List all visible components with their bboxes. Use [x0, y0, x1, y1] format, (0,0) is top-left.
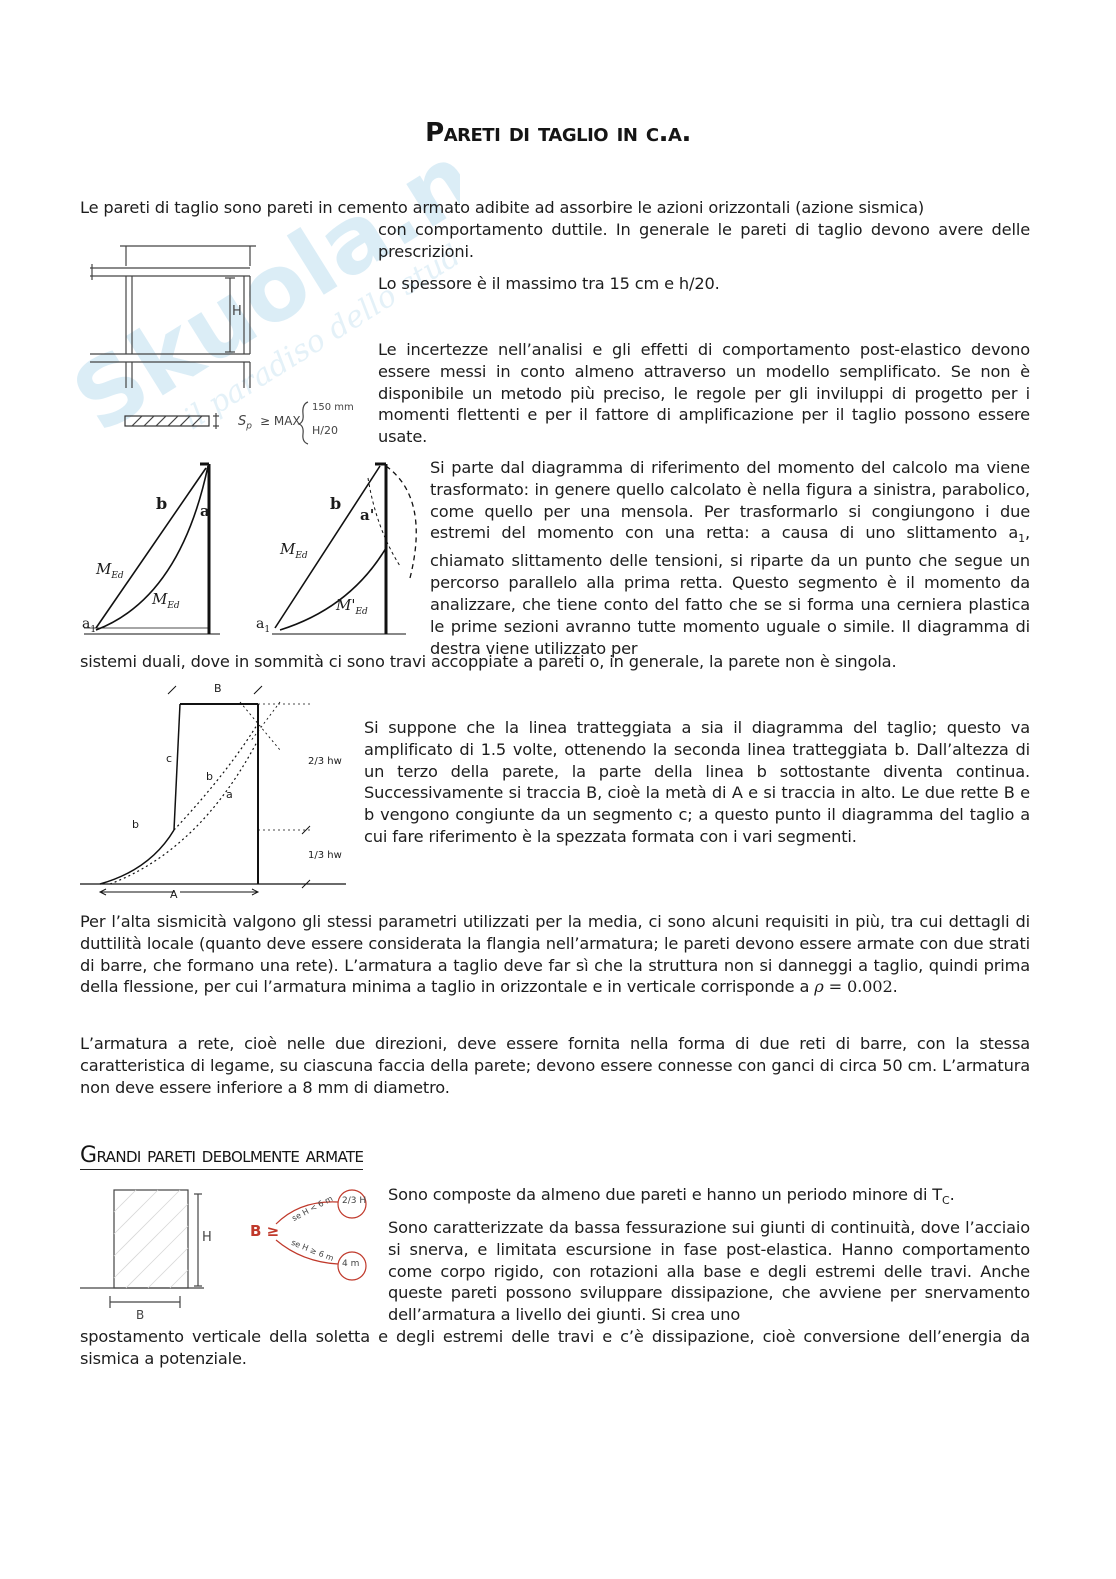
left-mrd-text: M	[152, 590, 168, 608]
page-title: Pareti di taglio in c.a.	[425, 118, 691, 148]
label-sp	[238, 414, 252, 432]
label-sp-sub: p	[246, 421, 252, 432]
label-left-b: b	[156, 494, 168, 513]
label-a: a	[226, 788, 233, 801]
label-right-med	[280, 540, 308, 561]
label-B: B	[214, 682, 222, 695]
paragraph-moment-last: sistemi duali, dove in sommità ci sono travi accoppiate a pareti o, in generale, la parete non è singola.	[80, 652, 897, 671]
left-med-text: M	[96, 560, 112, 578]
left-mrd-sub: Ed	[167, 601, 180, 611]
label-left-a: a	[200, 502, 210, 520]
paragraph-shear: Si suppone che la linea tratteggiata a sia il diagramma del taglio; questo va amplificato di 1.5 volte, ottenendo la seconda linea tratteggiata b. Dall’altezza di un terzo della parete, la parte della linea b sottostante diventa continua. Successivamente si traccia B, cioè la metà di A e si traccia in alto. Le due rette B e b vengono congiunte da un segmento c; a questo punto il diagramma del taglio a cui fare riferimento è la spezzata formata con i vari segmenti.	[364, 718, 1030, 846]
rho-value: = 0.002	[823, 977, 893, 997]
intro-line-1: Le pareti di taglio sono pareti in cemento armato adibite ad assorbire le azioni orizzontali (azione sismica)	[80, 198, 925, 217]
rho-symbol: ρ	[814, 977, 824, 997]
right-med-sub: Ed	[295, 551, 308, 561]
label-two-thirds: 2/3 hw	[308, 756, 342, 767]
wall-sketch-figure	[80, 238, 380, 448]
moment-text-2: , chiamato slittamento delle tensioni, si riparte da un punto che segue un percorso parallelo alla prima retta. Questo segmento è il momento da analizzare, che tiene conto del fatto che se si forma una cerniera plastica le prime sezioni avranno tutte momento uguale o simile. Il diagramma di destra viene utilizzato per	[430, 523, 1030, 658]
label-right-a1	[256, 616, 270, 635]
left-med-sub: Ed	[111, 571, 124, 581]
label-b-lower: b	[132, 818, 139, 831]
intro-line-2: con comportamento duttile. In generale le pareti di taglio devono avere delle prescrizioni.	[378, 220, 1030, 261]
paragraph-net-reinforcement: L’armatura a rete, cioè nelle due direzioni, deve essere fornita nella forma di due reti di barre, con la stessa caratteristica di legame, su ciascuna faccia della parete; devono essere connesse con ganci di circa 50 cm. L’armatura non deve essere inferiore a 8 mm di diametro.	[80, 1034, 1030, 1097]
paragraph-grandi-1	[388, 1184, 1030, 1212]
label-A: A	[170, 888, 178, 901]
label-B-base: B	[136, 1308, 145, 1322]
option-h20: H/20	[312, 424, 338, 437]
result-two-thirds-h: 2/3 H	[342, 1196, 367, 1206]
label-one-third: 1/3 hw	[308, 850, 342, 861]
label-left-mrd	[152, 590, 180, 611]
condition-h-ge-6m: se H ≥ 6 m	[289, 1237, 335, 1264]
moment-diagrams-figure	[80, 458, 420, 640]
right-mrd-sub: Ed	[355, 607, 368, 617]
left-a1-text: a	[82, 616, 91, 632]
condition-h-less-6m: se H < 6 m	[290, 1193, 335, 1224]
left-a1-sub: 1	[90, 624, 97, 635]
right-a1-sub: 1	[264, 624, 271, 635]
moment-sub: 1	[1018, 532, 1025, 546]
right-med-text: M	[280, 540, 296, 558]
label-right-a: a'	[360, 506, 375, 524]
paragraph-moment	[430, 457, 1030, 659]
label-h: H	[232, 304, 242, 319]
watermark-tagline: il paradiso dello studente	[177, 202, 460, 438]
paragraph-grandi-2: Sono caratterizzate da bassa fessurazione sui giunti di continuità, dove l’acciaio si snerva, e limitata escursione in fase post-elastica. Hanno comportamento come corpo rigido, con rotazioni alla base e degli estremi delle travi. Anche queste pareti possono sviluppare dissipazione, che avviene per snervamento dell’armatura a livello dei giunti. Si crea uno	[388, 1218, 1030, 1325]
label-left-a1	[82, 616, 96, 635]
label-sp-text: S	[238, 414, 247, 429]
label-max: ≥ MAX	[260, 414, 301, 428]
label-right-b: b	[330, 494, 342, 513]
section-title-grandi-pareti: Grandi pareti debolmente armate	[80, 1143, 364, 1168]
label-right-mrd	[336, 596, 368, 617]
label-H: H	[202, 1230, 212, 1245]
paragraph-uncertainty: Le incertezze nell’analisi e gli effetti di comportamento post-elastico devono essere messi in conto almeno attraverso un modello semplificato. Se non è disponibile un metodo più preciso, le regole per gli inviluppi di progetto per i momenti flettenti e per il fattore di amplificazione per il taglio possono essere usate.	[378, 340, 1030, 447]
label-B-ge: B ≥	[250, 1222, 280, 1240]
shear-diagram-figure	[80, 680, 360, 902]
paragraph-grandi-2-last: spostamento verticale della soletta e degli estremi delle travi e c’è dissipazione, cioè conversione dell’energia da sismica a potenziale.	[80, 1327, 1030, 1368]
moment-text-1: Si parte dal diagramma di riferimento del momento del calcolo ma viene trasformato: in genere quello calcolato è nella figura a sinistra, parabolico, come quello per una mensola. Per trasformarlo si congiungono i due estremi del momento con una retta: a causa di uno slittamento a	[430, 458, 1030, 543]
grandi1-text: Sono composte da almeno due pareti e hanno un periodo minore di T	[388, 1185, 943, 1204]
label-b-upper: b	[206, 770, 213, 783]
right-a1-text: a	[256, 616, 265, 632]
paragraph-high-seismicity	[80, 911, 1030, 998]
grandi1-end: .	[949, 1185, 955, 1204]
watermark-brand: Skuola.net	[55, 150, 460, 450]
option-150mm: 150 mm	[312, 402, 354, 413]
large-wall-figure	[80, 1182, 380, 1332]
high-end: .	[892, 977, 898, 997]
right-mrd-text: M'	[336, 596, 356, 614]
result-4m: 4 m	[342, 1259, 360, 1269]
thickness-rule: Lo spessore è il massimo tra 15 cm e h/20.	[378, 274, 720, 293]
label-c: c	[166, 752, 173, 765]
label-left-med	[96, 560, 124, 581]
high-text: Per l’alta sismicità valgono gli stessi parametri utilizzati per la media, ci sono alcuni requisiti in più, tra cui dettagli di duttilità locale (quanto deve essere considerata la flangia nell’armatura; le pareti devono essere armate con due strati di barre, che formano una rete). L’armatura a taglio deve far sì che la struttura non si danneggi a taglio, quindi prima della flessione, per cui l’armatura minima a taglio in orizzontale e in verticale corrisponde a	[80, 912, 1030, 997]
grandi1-sub: C	[942, 1194, 950, 1208]
